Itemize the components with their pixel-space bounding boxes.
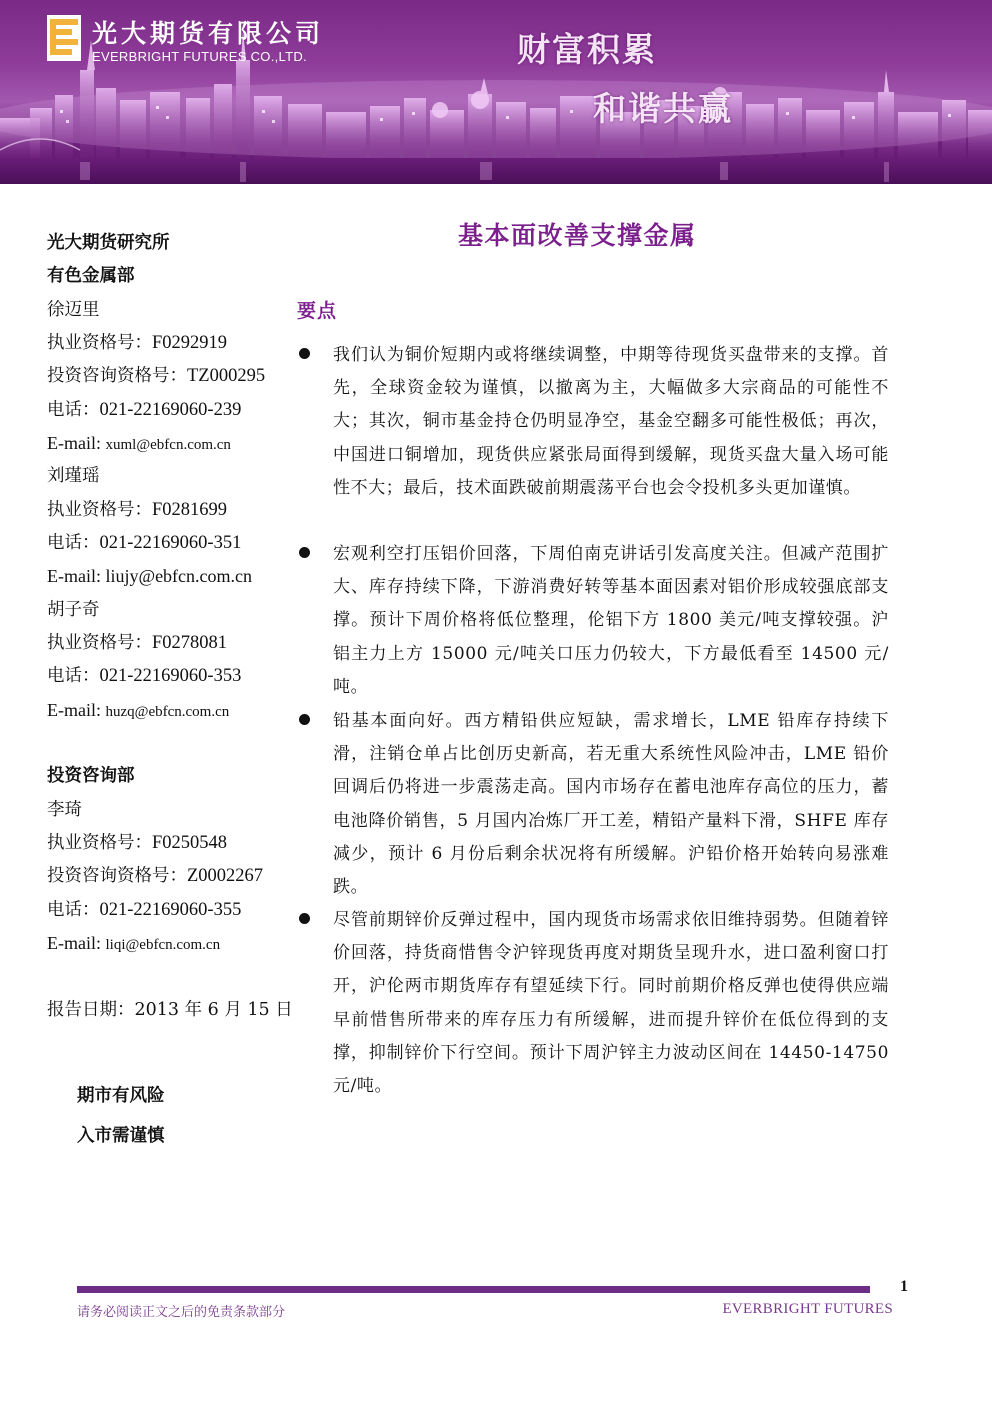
key-point-aluminum bbox=[297, 538, 889, 704]
key-point-text: 铅基本面向好。西方精铅供应短缺，需求增长，LME 铅库存持续下滑，注销仓单占比创历史新高，若无重大系统性风险冲击，LME 铅价回调后仍将进一步震荡走高。国内市场存在蓄电池库存高位的压力，蓄电池降价销售，5 月国内冶炼厂开工差，精铅产量料下滑，SHFE 库存减少，预计 6 月份后剩余状况将有所缓解。沪铅价格开始转向易涨难跌。 bbox=[333, 711, 889, 898]
risk-warning-line-1: 期市有风险 bbox=[77, 1086, 165, 1106]
disclaimer-notice: 请务必阅读正文之后的免责条款部分 bbox=[77, 1305, 286, 1320]
analyst-license: 执业资格号：F0278081 bbox=[47, 633, 228, 653]
key-point-text: 我们认为铜价短期内或将继续调整，中期等待现货买盘带来的支撑。首先，全球资金较为谨慎，以撤离为主，大幅做多大宗商品的可能性不大；其次，铜市基金持仓仍明显净空，基金空翻多可能性极低；再次，中国进口铜增加，现货供应紧张局面得到缓解，现货买盘大量入场可能性不大；最后，技术面跌破前期震荡平台也会令投机多头更加谨慎。 bbox=[333, 345, 889, 498]
analyst-phone: 电话：021-22169060-239 bbox=[47, 400, 242, 420]
analyst-email: E-mail: huzq@ebfcn.com.cn bbox=[47, 700, 230, 720]
analyst-name: 徐迈里 bbox=[47, 300, 100, 320]
analyst-email: E-mail: liujy@ebfcn.com.cn bbox=[47, 566, 253, 586]
analyst-email: E-mail: xuml@ebfcn.com.cn bbox=[47, 433, 231, 453]
bullet-icon bbox=[299, 547, 310, 558]
analyst-license: 执业资格号：F0292919 bbox=[47, 333, 228, 353]
analyst-phone: 电话：021-22169060-353 bbox=[47, 666, 242, 686]
bullet-icon bbox=[299, 348, 310, 359]
key-point-text: 尽管前期锌价反弹过程中，国内现货市场需求依旧维持弱势。但随着锌价回落，持货商惜售令沪锌现货再度对期货呈现升水，进口盈利窗口打开，沪伦两市期货库存有望延续下行。同时前期价格反弹也使得供应端早前惜售所带来的库存压力有所缓解，进而提升锌价在低位得到的支撑，抑制锌价下行空间。预计下周沪锌主力波动区间在 14450-14750 元/吨。 bbox=[333, 910, 889, 1097]
report-date: 报告日期：2013 年 6 月 15 日 bbox=[47, 1000, 293, 1020]
consultant-license: 执业资格号：F0250548 bbox=[47, 833, 228, 853]
header-banner bbox=[0, 0, 992, 184]
key-point-text: 宏观利空打压铝价回落，下周伯南克讲话引发高度关注。但减产范围扩大、库存持续下降，下游消费好转等基本面因素对铝价形成较强底部支撑。预计下周价格将低位整理，伦铝下方 1800 美元/吨支撑较强。沪铝主力上方 15000 元/吨关口压力仍较大，下方最低看至 14500 元/吨。 bbox=[333, 544, 889, 697]
consultant-phone: 电话：021-22169060-355 bbox=[47, 900, 242, 920]
key-point-copper bbox=[297, 339, 889, 505]
key-point-lead bbox=[297, 705, 889, 904]
company-name-en: EVERBRIGHT FUTURES CO.,LTD. bbox=[92, 49, 307, 64]
risk-warning-line-2: 入市需谨慎 bbox=[77, 1126, 165, 1146]
analyst-name: 胡子奇 bbox=[47, 600, 100, 620]
everbright-logo-icon bbox=[47, 15, 81, 61]
key-point-zinc bbox=[297, 904, 889, 1103]
bullet-icon bbox=[299, 913, 310, 924]
department-name: 有色金属部 bbox=[47, 266, 135, 286]
analyst-consult-license: 投资咨询资格号：TZ000295 bbox=[47, 366, 266, 386]
footer-brand: EVERBRIGHT FUTURES bbox=[722, 1301, 893, 1317]
company-name-cn: 光大期货有限公司 bbox=[92, 19, 325, 48]
consult-department-name: 投资咨询部 bbox=[47, 766, 135, 786]
page-number: 1 bbox=[900, 1278, 908, 1295]
bullet-icon bbox=[299, 714, 310, 725]
consultant-name: 李琦 bbox=[47, 800, 82, 820]
footer-divider bbox=[77, 1286, 870, 1293]
section-heading-key-points: 要点 bbox=[297, 300, 338, 322]
analyst-name: 刘瑾瑶 bbox=[47, 466, 100, 486]
slogan-line-2: 和谐共赢 bbox=[593, 89, 733, 128]
slogan-line-1: 财富积累 bbox=[517, 30, 657, 69]
analyst-phone: 电话：021-22169060-351 bbox=[47, 533, 242, 553]
consultant-email: E-mail: liqi@ebfcn.com.cn bbox=[47, 933, 221, 953]
consultant-consult-license: 投资咨询资格号：Z0002267 bbox=[47, 866, 264, 886]
institute-name: 光大期货研究所 bbox=[47, 233, 170, 253]
report-title: 基本面改善支撑金属 bbox=[458, 221, 697, 250]
analyst-license: 执业资格号：F0281699 bbox=[47, 500, 228, 520]
